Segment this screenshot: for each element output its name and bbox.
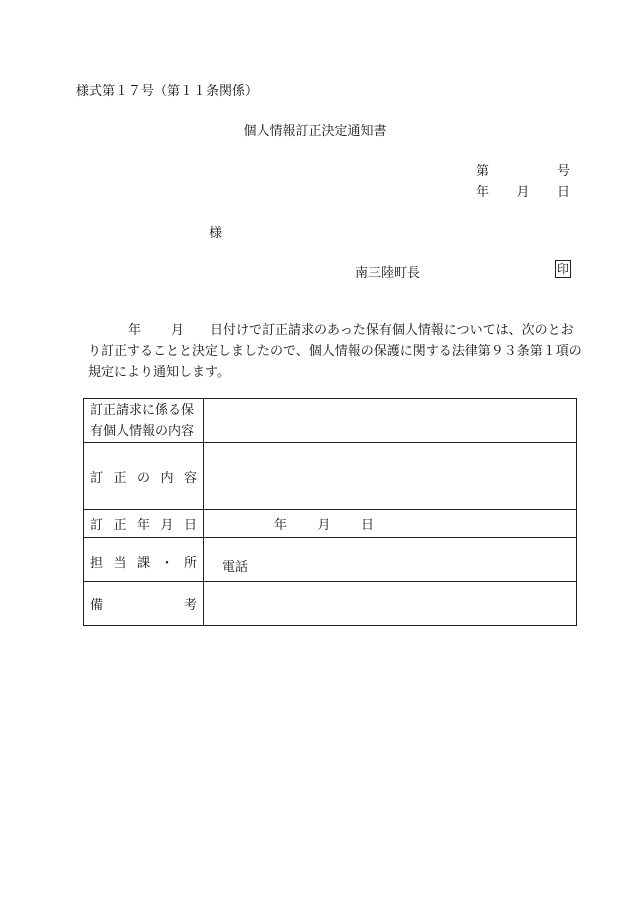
row-label-department (84, 538, 204, 582)
document-date (476, 181, 570, 200)
label-char: 当 (113, 556, 127, 571)
row-label-correction-date (84, 510, 204, 538)
row-value-department (204, 538, 577, 582)
document-title: 個人情報訂正決定通知書 (243, 124, 387, 139)
label-char: 年 (136, 518, 150, 533)
row-value-remarks (204, 582, 577, 626)
detail-table (83, 398, 577, 626)
row-label-target-info (84, 399, 204, 443)
body-month: 月 (171, 323, 185, 338)
issuer-name: 南三陸町長 (355, 266, 421, 281)
label-line: 有個人情報の内容 (90, 423, 195, 439)
label-char: 正 (113, 470, 127, 486)
table-row (84, 538, 577, 582)
table-row (84, 399, 577, 443)
label-char: 訂 (90, 470, 104, 486)
correction-month: 月 (317, 518, 331, 533)
phone-label: 電話 (222, 560, 249, 575)
date-day: 日 (556, 185, 570, 200)
label-char: 月 (160, 518, 174, 533)
date-year: 年 (476, 185, 490, 200)
label-char: 容 (183, 470, 197, 486)
row-value-correction-content (204, 443, 577, 510)
correction-year: 年 (274, 518, 288, 533)
date-month: 月 (516, 185, 530, 200)
label-char: 備 (90, 598, 104, 613)
document-number (476, 160, 570, 179)
row-label-remarks (84, 582, 204, 626)
body-text: 日付けで訂正請求のあった保有個人情報については、次のとおり訂正することと決定しましたので、個人情報の保護に関する法律第９３条第１項の規定により通知します。 (88, 323, 582, 380)
label-char: 内 (160, 470, 174, 486)
label-char: の (136, 470, 150, 486)
table-row (84, 582, 577, 626)
label-char: 日 (183, 518, 197, 533)
body-paragraph (88, 320, 583, 383)
label-char: 課 (136, 556, 150, 571)
label-char: 考 (183, 598, 197, 613)
seal-mark: 印 (556, 262, 569, 276)
addressee-honorific: 様 (209, 226, 223, 241)
body-year: 年 (128, 323, 142, 338)
form-code: 様式第１７号（第１１条関係） (76, 84, 259, 99)
label-char: 所 (183, 556, 197, 571)
number-prefix: 第 (476, 164, 490, 179)
label-char: ・ (160, 556, 174, 571)
row-value-correction-date (204, 510, 577, 538)
label-char: 訂 (90, 518, 104, 533)
correction-day: 日 (360, 518, 374, 533)
table-row (84, 510, 577, 538)
label-char: 正 (113, 518, 127, 533)
row-value-target-info (204, 399, 577, 443)
label-line: 訂正請求に係る保 (90, 402, 195, 418)
number-suffix: 号 (556, 164, 570, 179)
table-row (84, 443, 577, 510)
label-char: 担 (90, 556, 104, 571)
row-label-correction-content (84, 443, 204, 510)
